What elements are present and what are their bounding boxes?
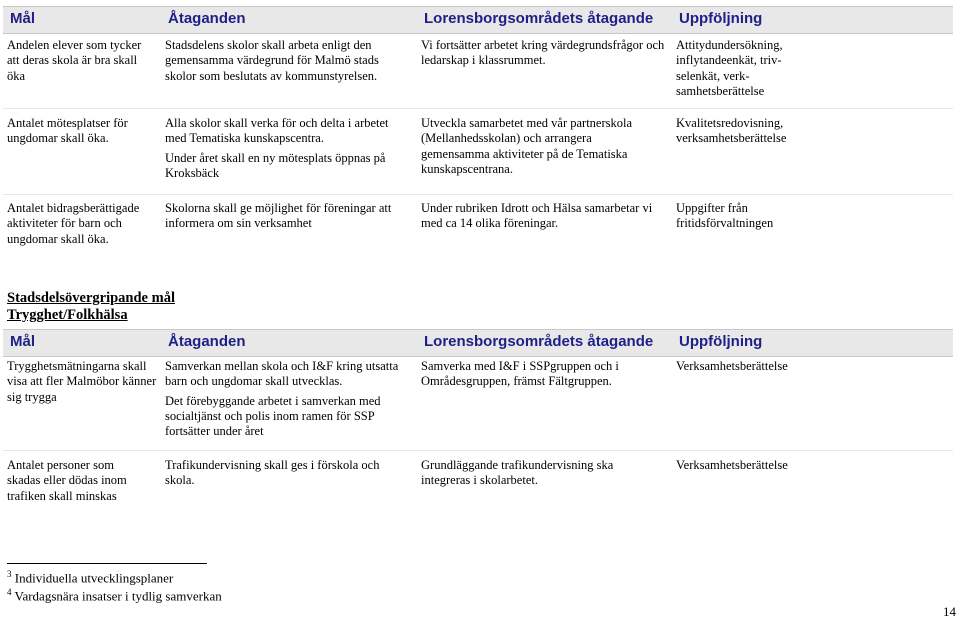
t1-r2-commit	[165, 116, 410, 181]
t2-r2-area-p1: Grundläggande trafikundervisning ska integreras i skolarbetet.	[421, 458, 614, 488]
t1-r3-commit	[165, 201, 413, 232]
t2-r1-follow: Verksamhetsberättelse	[676, 359, 788, 373]
footnote-4-number: 4	[7, 587, 12, 597]
t2-col-goal: Mål	[10, 333, 36, 350]
t1-r1-commit-p1: Stadsdelens skolor skall arbeta enligt den gemensamma värdegrund för Malmö stads skolor som beslutats av kommunstyrelsen.	[165, 38, 379, 83]
t2-r1-area-p1: Samverka med I&F i SSPgruppen och i Områdesgruppen, främst Fältgruppen.	[421, 359, 619, 389]
t1-r2-area	[421, 116, 651, 177]
t1-r2-area-p1: Utveckla samarbetet med vår partnerskola (Mellanhedsskolan) och arrangera gemensamma aktiviteter på de Tematiska kunskapscentrana.	[421, 116, 633, 176]
footnote-4-text: Vardagsnära insatser i tydlig samverkan	[14, 588, 222, 604]
t2-r1-area	[421, 359, 661, 390]
t2-r1-goal: Trygghetsmätningarna skall visa att fler Malmöbor känner sig trygga	[7, 359, 157, 404]
t1-r2-goal: Antalet mötesplatser för ungdomar skall öka.	[7, 116, 128, 146]
t2-col-commitments: Åtaganden	[168, 333, 246, 350]
footnote-3-text: Individuella utvecklingsplaner	[14, 570, 174, 586]
section-title	[7, 290, 175, 324]
footnote-separator	[7, 563, 207, 564]
footnote-4	[7, 587, 222, 604]
t1-r2-commit-p2: Under året skall en ny mötesplats öppnas på Kroksbäck	[165, 150, 386, 180]
t2-r1-commit-p1: Samverkan mellan skola och I&F kring utsatta barn och ungdomar skall utvecklas.	[165, 359, 399, 389]
t1-r3-follow: Uppgifter från fritidsförvaltningen	[676, 201, 774, 231]
t2-col-followup: Uppföljning	[679, 333, 763, 350]
t2-r2-area	[421, 458, 641, 489]
t2-r2-follow: Verksamhetsberättelse	[676, 458, 788, 472]
t1-r2-commit-p1: Alla skolor skall verka för och delta i arbetet med Tematiska kunskapscentra.	[165, 116, 389, 146]
t2-r1-commit	[165, 359, 405, 439]
t1-r1-goal: Andelen elever som tycker att deras skola är bra skall öka	[7, 38, 142, 83]
t1-r3-area-p1: Under rubriken Idrott och Hälsa samarbetar vi med ca 14 olika föreningar.	[421, 201, 653, 231]
footnote-3-number: 3	[7, 569, 12, 579]
footnote-3	[7, 569, 173, 586]
page-number: 14	[943, 604, 956, 619]
t1-row-divider	[3, 108, 953, 109]
section-title-line1: Stadsdelsövergripande mål	[7, 290, 175, 306]
t1-r3-commit-p1: Skolorna skall ge möjlighet för föreningar att informera om sin verksamhet	[165, 201, 392, 231]
t1-col-followup: Uppföljning	[679, 10, 763, 27]
t1-r1-follow: Attitydundersökning, inflytandeenkät, triv-selenkät, verk-samhetsberättelse	[676, 38, 783, 98]
t2-row-divider	[3, 450, 953, 451]
t2-col-area-commitment: Lorensborgsområdets åtagande	[424, 333, 654, 350]
t1-col-goal: Mål	[10, 10, 36, 27]
t1-r1-area	[421, 38, 666, 69]
t2-r1-commit-p2: Det förebyggande arbetet i samverkan med socialtjänst och polis inom ramen för SSP fortsätter under året	[165, 393, 381, 439]
t2-r2-commit-p1: Trafikundervisning skall ges i förskola och skola.	[165, 458, 380, 488]
t1-r1-area-p1: Vi fortsätter arbetet kring värdegrundsfrågor och ledarskap i klassrummet.	[421, 38, 665, 68]
t1-col-commitments: Åtaganden	[168, 10, 246, 27]
t1-r2-follow: Kvalitetsredovisning, verksamhetsberättelse	[676, 116, 787, 146]
t1-r3-area	[421, 201, 661, 232]
t2-r2-commit	[165, 458, 405, 489]
t1-col-area-commitment: Lorensborgsområdets åtagande	[424, 10, 654, 27]
table2-header	[3, 329, 953, 357]
t1-row-divider	[3, 194, 953, 195]
t2-r2-goal: Antalet personer som skadas eller dödas inom trafiken skall minskas	[7, 458, 127, 503]
t1-r3-goal: Antalet bidragsberättigade aktiviteter för barn och ungdomar skall öka.	[7, 201, 140, 246]
table1-header	[3, 6, 953, 34]
section-title-line2: Trygghet/Folkhälsa	[7, 307, 128, 323]
t1-r1-commit	[165, 38, 403, 84]
